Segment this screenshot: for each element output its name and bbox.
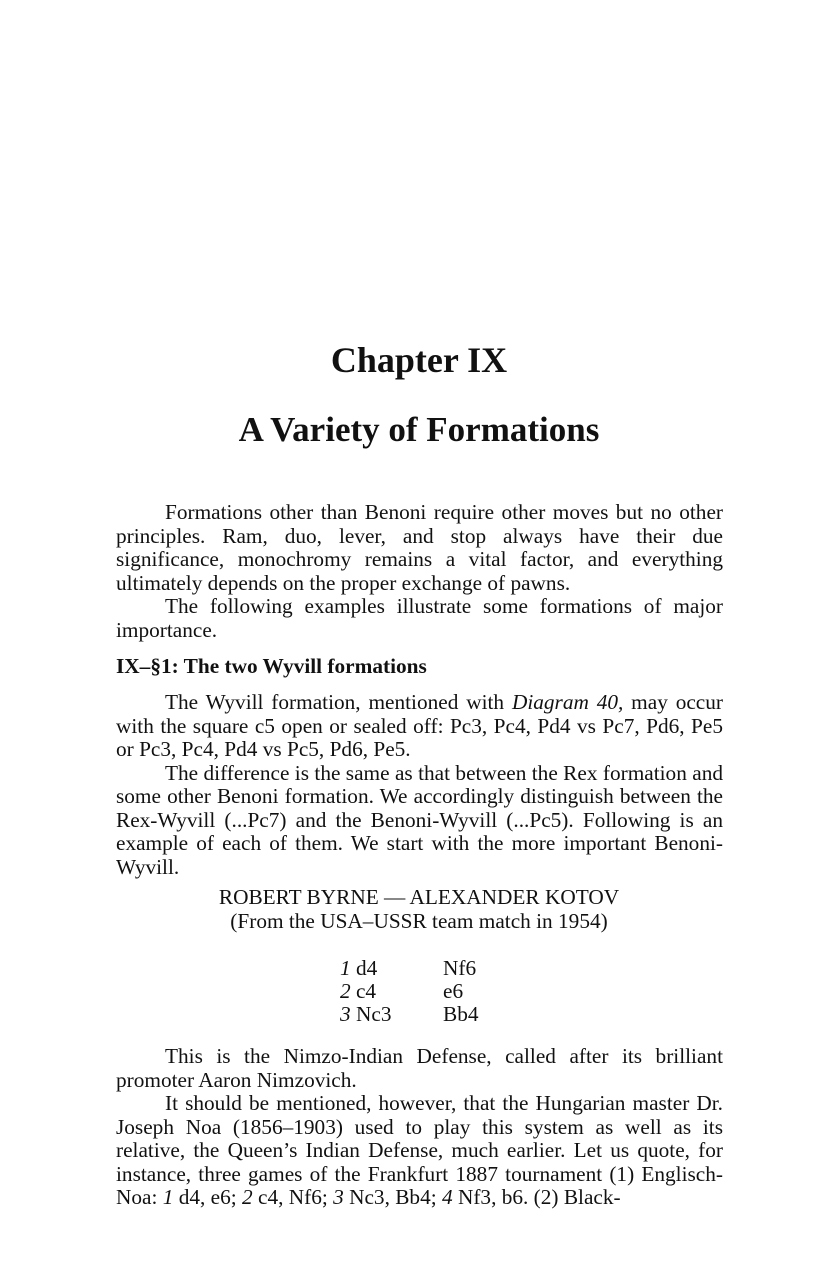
move-number: 4 (441, 1185, 453, 1209)
intro-text (116, 501, 723, 642)
move-number: 2 (340, 979, 351, 1003)
section-paragraph-1 (116, 691, 723, 762)
black-move: Bb4 (443, 1002, 479, 1026)
intro-paragraph-1: Formations other than Benoni require other moves but no other principles. Ram, duo, lever, and stop always have their due significance, monochromy remains a vital factor, and everything ultimately depends on the proper exchange of pawns. (116, 500, 723, 595)
commentary-moves: d4, e6; (173, 1185, 243, 1209)
move-row (340, 957, 479, 980)
white-move (340, 980, 443, 1003)
commentary-text (116, 1045, 723, 1210)
commentary-moves: c4, Nf6; (252, 1185, 334, 1209)
section-paragraph-1-start: The Wyvill formation, mentioned with (165, 690, 512, 714)
chapter-title: Chapter IX (330, 340, 508, 380)
game-players: ROBERT BYRNE — ALEXANDER KOTOV (218, 885, 620, 909)
black-move: e6 (443, 979, 464, 1003)
section-heading: IX–§1: The two Wyvill formations (116, 654, 427, 678)
section-paragraph-2: The difference is the same as that between the Rex formation and some other Benoni formation. We accordingly distinguish between the Rex-Wyvill (...Pc7) and the Benoni-Wyvill (...Pc5). Following is an example of each of them. We start with the more important Benoni-Wyvill. (116, 760, 723, 879)
white-move (340, 1003, 443, 1026)
white-move-text: c4 (355, 979, 377, 1003)
section-paragraph-1-end: may occur with the square c5 open or sealed off: Pc3, Pc4, Pd4 vs Pc7, Pd6, Pe5 or Pc3, Pc4, Pd4 vs Pc5, Pd6, Pe5. (116, 690, 723, 761)
move-row (340, 1003, 479, 1026)
commentary-text-start: It should be mentioned, however, that the Hungarian master Dr. Joseph Noa (1856–1903) used to play this system as well as its relative, the Queen’s Indian Defense, much earlier. Let us quote, for instance, three games of the Frankfurt 1887 tournament (1) Englisch-Noa: (116, 1091, 723, 1209)
commentary-paragraph-2 (116, 1092, 723, 1210)
diagram-reference: Diagram 40, (511, 690, 624, 714)
white-move-text: d4 (355, 956, 378, 980)
section-text (116, 691, 723, 879)
chapter-subtitle: A Variety of Formations (238, 410, 600, 449)
white-move-text: Nc3 (355, 1002, 392, 1026)
move-number: 1 (340, 956, 351, 980)
white-move (340, 957, 443, 980)
black-move: Nf6 (443, 956, 477, 980)
commentary-moves: Nf3, b6. (2) Black- (452, 1185, 621, 1209)
move-number: 1 (162, 1185, 174, 1209)
game-event: (From the USA–USSR team match in 1954) (230, 908, 608, 933)
move-number: 3 (333, 1185, 344, 1209)
move-list (340, 957, 479, 1026)
game-header (0, 886, 838, 933)
move-row (340, 980, 479, 1003)
commentary-paragraph-1: This is the Nimzo-Indian Defense, called after its brilliant promoter Aaron Nimzovich. (116, 1044, 723, 1092)
commentary-moves: Nc3, Bb4; (343, 1185, 442, 1209)
intro-paragraph-2: The following examples illustrate some formations of major importance. (116, 594, 723, 642)
move-number: 3 (340, 1002, 351, 1026)
move-number: 2 (242, 1185, 253, 1209)
